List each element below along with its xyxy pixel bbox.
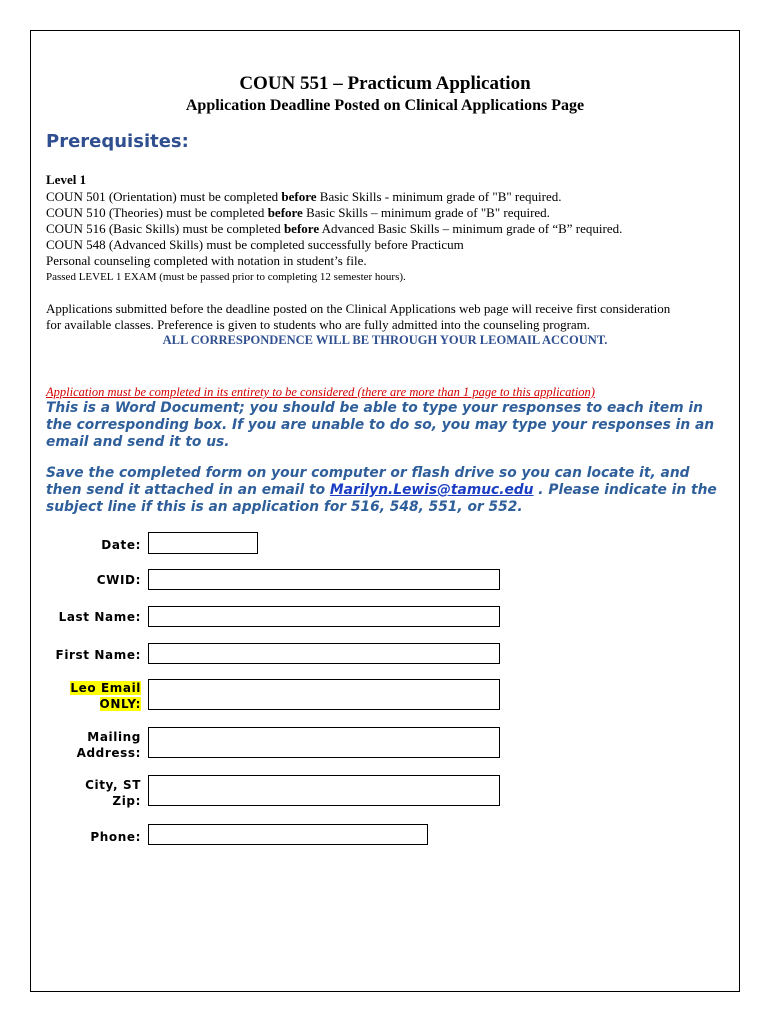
first-name-field[interactable] <box>148 643 500 664</box>
phone-field[interactable] <box>148 824 428 845</box>
last-name-field[interactable] <box>148 606 500 627</box>
mailing-address-label: Mailing Address: <box>76 730 141 760</box>
document-page <box>30 30 740 992</box>
word-doc-instruction: email and send it to us. <box>46 434 230 450</box>
word-doc-instruction: This is a Word Document; you should be able to type your responses to each item in <box>46 400 703 416</box>
correspondence-notice: ALL CORRESPONDENCE WILL BE THROUGH YOUR LEOMAIL ACCOUNT. <box>162 333 608 347</box>
prereq-item: Personal counseling completed with notation in student’s file. <box>46 253 367 268</box>
save-instruction: subject line if this is an application for 516, 548, 551, or 552. <box>46 499 523 515</box>
leo-email-label: Leo Email ONLY: <box>70 681 141 711</box>
completion-warning: Application must be completed in its entirety to be considered (there are more than 1 page to this application) <box>46 385 595 399</box>
city-state-zip-label: City, ST Zip: <box>85 778 141 808</box>
date-field[interactable] <box>148 532 258 554</box>
prereq-item: COUN 516 (Basic Skills) must be completed before Advanced Basic Skills – minimum grade of “B” required. <box>46 221 623 236</box>
word-doc-instruction: the corresponding box. If you are unable to do so, you may type your responses in an <box>46 417 715 433</box>
cwid-field[interactable] <box>148 569 500 590</box>
prerequisites-heading: Prerequisites: <box>46 131 189 152</box>
save-instruction: Save the completed form on your computer or flash drive so you can locate it, and <box>46 465 690 481</box>
prereq-item: COUN 501 (Orientation) must be completed before Basic Skills - minimum grade of "B" required. <box>46 189 562 204</box>
date-label: Date: <box>101 538 141 552</box>
document-subtitle: Application Deadline Posted on Clinical Applications Page <box>185 97 585 114</box>
city-state-zip-field[interactable] <box>148 775 500 806</box>
intro-line: Applications submitted before the deadline posted on the Clinical Applications web page will receive first consideration <box>46 301 671 316</box>
prereq-item: COUN 510 (Theories) must be completed before Basic Skills – minimum grade of "B" required. <box>46 205 550 220</box>
intro-line: for available classes. Preference is given to students who are fully admitted into the counseling program. <box>46 317 591 332</box>
email-link[interactable]: Marilyn.Lewis@tamuc.edu <box>329 482 534 498</box>
last-name-label: Last Name: <box>58 610 141 624</box>
save-instruction: then send it attached in an email to Marilyn.Lewis@tamuc.edu . Please indicate in the <box>46 482 717 498</box>
phone-label: Phone: <box>90 830 141 844</box>
cwid-label: CWID: <box>96 573 141 587</box>
mailing-address-field[interactable] <box>148 727 500 758</box>
level-label: Level 1 <box>46 172 87 187</box>
prereq-item: COUN 548 (Advanced Skills) must be completed successfully before Practicum <box>46 237 464 252</box>
document-title: COUN 551 – Practicum Application <box>239 73 531 94</box>
leo-email-field[interactable] <box>148 679 500 710</box>
exam-note: Passed LEVEL 1 EXAM (must be passed prior to completing 12 semester hours). <box>46 271 406 283</box>
first-name-label: First Name: <box>55 648 141 662</box>
